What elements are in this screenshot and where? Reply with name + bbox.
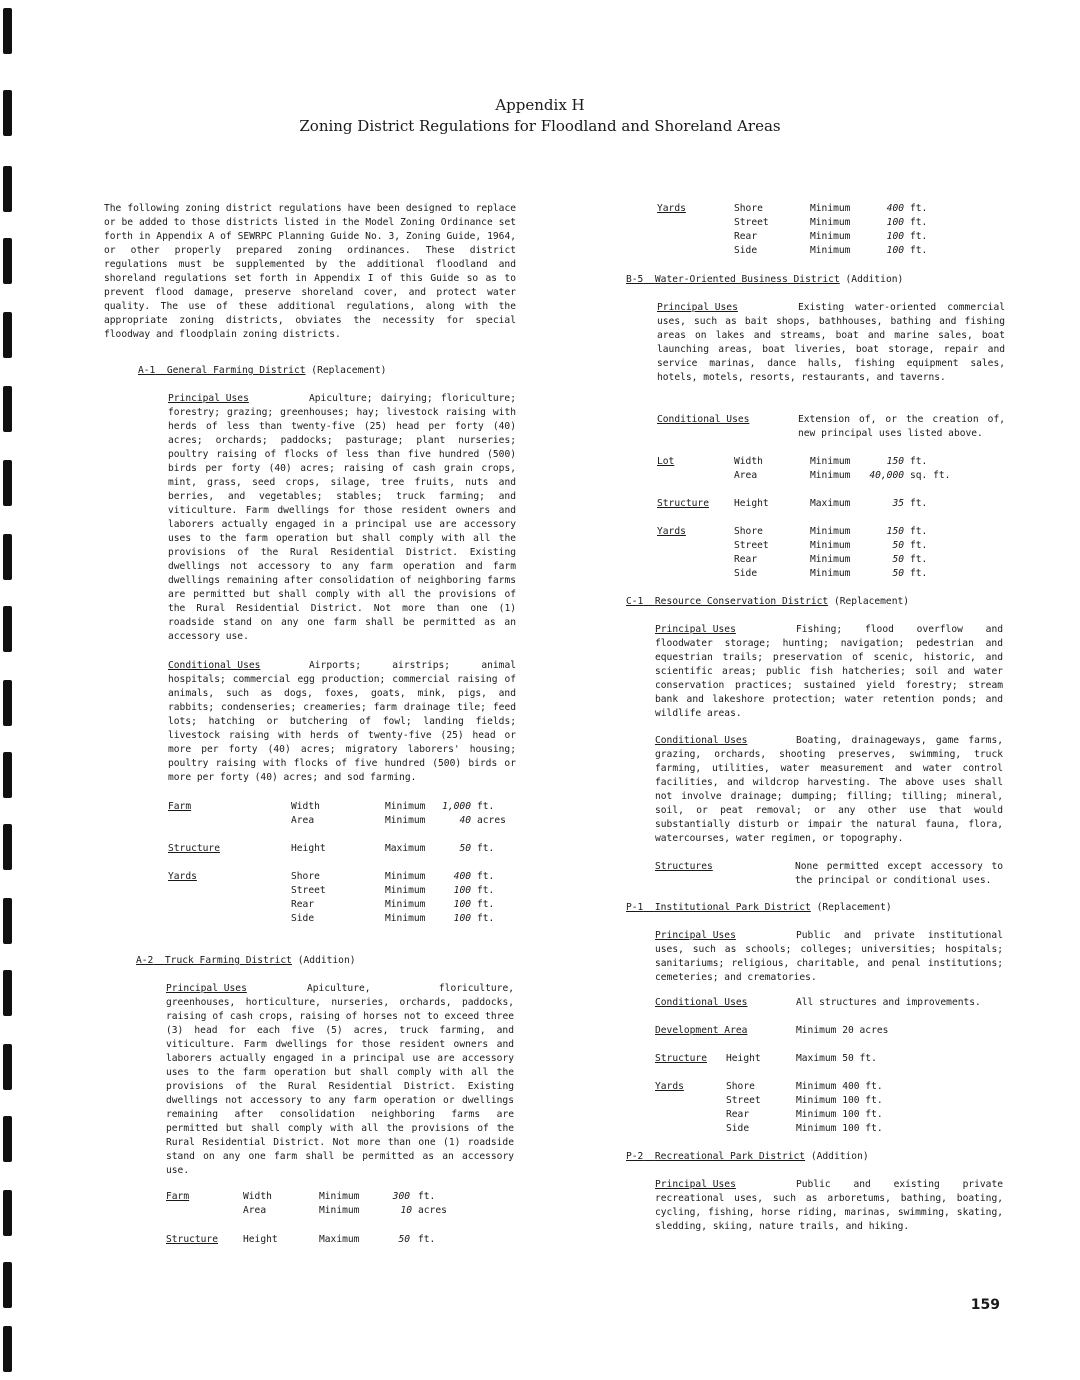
table-cell: Minimum [810,217,851,228]
table-cell: ft. [910,245,928,256]
table-cell: 10 [400,1205,412,1216]
p1-conditional-uses-text: All structures and improvements. [796,997,981,1008]
table-cell: Shore [734,203,763,214]
table-cell: ft. [910,526,928,537]
table-cell: ft. [910,498,928,509]
a1-principal-uses-text: Apiculture; dairying; floriculture; forestry; grazing; greenhouses; hay; livestock raising with herds of less than twenty-five (25) head per forty (40) acres; orchards; paddocks; pasturage; plant nurseries; poultry raising of flocks of less than five hundred (500) birds per forty (40) acres; raising of cash grain crops, mint, grass, seed crops, silage, tree fruits, nuts and berries, and vegetables; stables; truck farming; and viticulture. Farm dwellings for those resident owners and laborers actually engaged in a principal use are accessory uses to the farm operation but shall comply with all the provisions of the Rural Residential District. Existing dwellings not accessory to any farm operation and farm dwellings remaining after consolidation of neighboring farms are permitted but shall comply with all the provisions of the Rural Residential District. Not more than one (1) roadside stand on any one farm shall be permitted as an accessory use. [168,393,516,642]
p1-principal-uses-label: Principal Uses [655,930,736,941]
table-cell: Minimum 100 ft. [796,1109,883,1120]
table-cell: ft. [477,871,495,882]
table-cell: Minimum [810,470,851,481]
table-cell: Maximum 50 ft. [796,1053,877,1064]
table-cell: 100 [453,885,471,896]
p1-development-area-text: Minimum 20 acres [796,1025,889,1036]
table-cell: 400 [886,203,904,214]
table-cell: 300 [392,1191,410,1202]
table-cell: ft. [910,456,928,467]
table-cell: ft. [418,1191,436,1202]
p1-development-area-label: Development Area [655,1025,748,1036]
table-cell: Rear [734,231,758,242]
table-cell: Area [243,1205,267,1216]
table-cell: Minimum [385,801,426,812]
a1-structure-label: Structure [168,843,220,854]
table-cell: 100 [453,899,471,910]
table-cell: 150 [886,526,904,537]
b5-yards-label: Yards [657,526,686,537]
p1-structure-label: Structure [655,1053,707,1064]
b5-structure-label: Structure [657,498,709,509]
table-cell: Maximum [810,498,851,509]
table-cell: Street [291,885,326,896]
table-cell: Area [734,470,758,481]
table-cell: Minimum 100 ft. [796,1095,883,1106]
table-cell: Side [734,245,758,256]
table-cell: Shore [734,526,763,537]
table-cell: Rear [726,1109,750,1120]
a2-structure-label: Structure [166,1234,218,1245]
table-cell: Width [243,1191,272,1202]
table-cell: Minimum [385,899,426,910]
table-cell: Minimum [385,871,426,882]
table-cell: 100 [453,913,471,924]
table-cell: Minimum [319,1205,360,1216]
table-cell: Minimum [385,815,426,826]
table-cell: 100 [886,217,904,228]
district-heading-p1: P-1 Institutional Park District (Replacement) [626,902,892,913]
table-cell: 400 [453,871,471,882]
table-cell: Minimum [385,885,426,896]
b5-conditional-uses-label: Conditional Uses [657,414,750,425]
table-cell: Minimum [810,568,851,579]
b5-principal-uses-text: Existing water-oriented commercial uses, such as bait shops, bathhouses, bathing and fishing areas on lakes and streams, boat and marine sales, boat launching areas, boat liveries, boat storage, repair and service marinas, dance halls, fishing equipment sales, hotels, motels, resorts, restaurants, and taverns. [657,302,1005,383]
table-cell: Rear [291,899,315,910]
district-heading-a2: A-2 Truck Farming District (Addition) [136,955,356,966]
district-heading-c1: C-1 Resource Conservation District (Replacement) [626,596,910,607]
b5-lot-label: Lot [657,456,675,467]
c1-structures-text: None permitted except accessory to the principal or conditional uses. [795,861,1003,886]
table-cell: Height [243,1234,278,1245]
a2-farm-label: Farm [166,1191,190,1202]
table-cell: Street [726,1095,761,1106]
table-cell: ft. [418,1234,436,1245]
intro-paragraph: The following zoning district regulations have been designed to replace or be added to those districts listed in the Model Zoning Ordinance set forth in Appendix A of SEWRPC Planning Guide No. 3, Zoning Guide, 1964, or other properly prepared zoning ordinances. These district regulations must be supplemented by the additional floodland and shoreland regulations set forth in Appendix I of this Guide so as to prevent flood damage, preserve shoreland cover, and protect water quality. The use of these additional regulations, along with the appropriate zoning districts, obviates the necessity for special floodway and floodplain zoning districts. [104,203,516,340]
a2-yards-label: Yards [657,203,686,214]
table-cell: 40 [459,815,471,826]
table-cell: Side [291,913,315,924]
table-cell: Minimum 100 ft. [796,1123,883,1134]
table-cell: Street [734,540,769,551]
table-cell: Minimum [810,231,851,242]
table-cell: ft. [477,913,495,924]
table-cell: 1,000 [442,801,471,812]
table-cell: 50 [398,1234,410,1245]
table-cell: Maximum [319,1234,360,1245]
table-cell: Height [291,843,326,854]
table-cell: ft. [910,217,928,228]
table-cell: Rear [734,554,758,565]
table-cell: ft. [477,899,495,910]
table-cell: 150 [886,456,904,467]
page-title: Zoning District Regulations for Floodland and Shoreland Areas [299,117,781,135]
a1-farm-label: Farm [168,801,192,812]
table-cell: 50 [459,843,471,854]
table-cell: Side [726,1123,750,1134]
table-cell: Shore [291,871,320,882]
a1-yards-label: Yards [168,871,197,882]
c1-principal-uses-label: Principal Uses [655,624,736,635]
b5-conditional-uses-text: Extension of, or the creation of, new principal uses listed above. [798,414,1005,439]
table-cell: Minimum [810,540,851,551]
table-cell: 50 [892,568,904,579]
district-heading-b5: B-5 Water-Oriented Business District (Addition) [626,274,904,285]
p1-principal-uses-text: Public and private institutional uses, such as schools; colleges; universities; hospitals; sanitariums; religious, charitable, and penal institutions; cemeteries; and crematories. [655,930,1003,983]
c1-conditional-uses-text: Boating, drainageways, game farms, grazing, orchards, shooting preserves, swimming, truck farming, utilities, water measurement and water control facilities, and wildcrop harvesting. The above uses shall not involve drainage; dumping; filling; tilling; mineral, soil, or peat removal; or any other use that would substantially disturb or impair the natural fauna, flora, watercourses, water regimen, or topography. [655,735,1003,844]
table-cell: ft. [910,540,928,551]
table-cell: sq. ft. [910,470,951,481]
p1-yards-label: Yards [655,1081,684,1092]
table-cell: ft. [910,203,928,214]
table-cell: acres [477,815,506,826]
table-cell: Height [726,1053,761,1064]
table-cell: Area [291,815,315,826]
a1-conditional-uses-text: Airports; airstrips; animal hospitals; commercial egg production; commercial raising of animals, such as dogs, foxes, goats, mink, pigs, and rabbits; condenseries; creameries; farm drainage tile; feed lots; hatching or butchering of fowl; landing fields; livestock raising with herds of twenty-five (25) head or more per forty (40) acres; migratory laborers' housing; poultry raising with flocks of five hundred (500) birds or more per forty (40) acres; and sod farming. [168,660,516,783]
table-cell: Height [734,498,769,509]
c1-structures-label: Structures [655,861,713,872]
table-cell: ft. [477,885,495,896]
table-cell: ft. [910,554,928,565]
table-cell: Minimum [810,456,851,467]
table-cell: Minimum [810,245,851,256]
a2-principal-uses-label: Principal Uses [166,983,247,994]
table-cell: ft. [910,568,928,579]
p2-principal-uses-text: Public and existing private recreational uses, such as arboretums, bathing, boating, cycling, fishing, horse riding, marinas, swimming, skating, sledding, skiing, nature trails, and hiking. [655,1179,1003,1232]
table-cell: Minimum [319,1191,360,1202]
table-cell: 100 [886,231,904,242]
table-cell: Minimum [385,913,426,924]
appendix-label: Appendix H [495,96,585,114]
table-cell: Minimum [810,203,851,214]
table-cell: Side [734,568,758,579]
table-cell: Shore [726,1081,755,1092]
table-cell: 100 [886,245,904,256]
a1-principal-uses-label: Principal Uses [168,393,249,404]
table-cell: ft. [477,843,495,854]
table-cell: 40,000 [869,470,904,481]
p2-principal-uses-label: Principal Uses [655,1179,736,1190]
table-cell: acres [418,1205,447,1216]
p1-conditional-uses-label: Conditional Uses [655,997,748,1008]
table-cell: Maximum [385,843,426,854]
district-heading-p2: P-2 Recreational Park District (Addition) [626,1151,869,1162]
table-cell: 35 [892,498,904,509]
c1-conditional-uses-label: Conditional Uses [655,735,748,746]
a2-principal-uses-text: Apiculture, floriculture, greenhouses, horticulture, nurseries, orchards, paddocks, raising of cash crops, raising of horses not to exceed three (3) head for each five (5) acres, truck farming, and viticulture. Farm dwellings for those resident owners and laborers actually engaged in a principal use are accessory uses to the farm operation but shall comply with all the provisions of the Rural Residential District. Existing dwellings not accessory to any farm operation or dwellings remaining after consolidation neighboring farms are permitted but shall comply with all the provisions of the Rural Residential District. Not more than one (1) roadside stand on any one farm shall be permitted as an accessory use. [166,983,514,1176]
page-number: 159 [970,1297,1000,1313]
b5-principal-uses-label: Principal Uses [657,302,738,313]
table-cell: 50 [892,554,904,565]
table-cell: 50 [892,540,904,551]
table-cell: Width [291,801,320,812]
table-cell: Width [734,456,763,467]
table-cell: Street [734,217,769,228]
c1-principal-uses-text: Fishing; flood overflow and floodwater storage; hunting; navigation; pedestrian and equestrian trails; preservation of scenic, historic, and scientific areas; public fish hatcheries; soil and water conservation practices; sustained yield forestry; stream bank and lakeshore protection; water retention ponds; and wildlife areas. [655,624,1003,719]
table-cell: Minimum [810,554,851,565]
a1-conditional-uses-label: Conditional Uses [168,660,261,671]
table-cell: Minimum 400 ft. [796,1081,883,1092]
table-cell: ft. [910,231,928,242]
table-cell: Minimum [810,526,851,537]
table-cell: ft. [477,801,495,812]
district-heading-a1: A-1 General Farming District (Replacement) [138,365,387,376]
